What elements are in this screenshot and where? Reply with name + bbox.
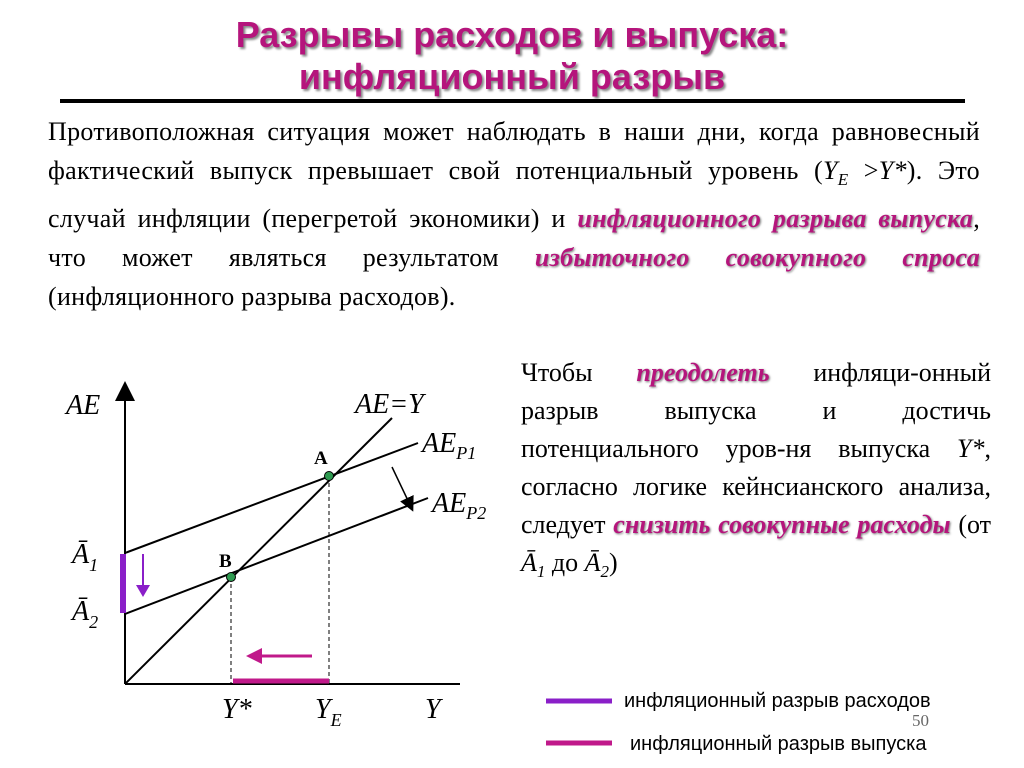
svg-text:YE (315, 694, 342, 730)
page-number: 50 (912, 711, 929, 730)
y-axis-label: Y (425, 694, 441, 725)
right-text-4: (от (950, 510, 991, 539)
right-text-2: инфляци-онный разрыв выпуска и достичь потенциального уров-ня выпуска (521, 358, 991, 463)
ye-label: Y (315, 694, 331, 725)
highlight-output-gap: инфляционного разрыва выпуска (577, 204, 974, 234)
svg-text:AEP2 (430, 488, 486, 523)
ae-equals-y-label: AE=Y (355, 389, 424, 420)
point-b-label: B (219, 551, 232, 572)
right-a1: Ā (521, 548, 537, 577)
para-text-2: ). Это случай инфляции (перегретой экономики) и (48, 156, 980, 234)
right-text-1: Чтобы (521, 358, 637, 387)
para-ystar: Y* (878, 156, 907, 185)
highlight-overcome: преодолеть (636, 358, 770, 387)
aep1-label: AE (422, 428, 457, 459)
right-a2: Ā (584, 548, 601, 577)
a2-label: Ā (72, 596, 90, 627)
down-arrow-head (136, 585, 150, 597)
svg-text:AEP1 (420, 428, 476, 463)
right-text-6: ) (609, 548, 618, 577)
left-arrow-head (246, 648, 262, 664)
right-text-3: , согласно логике кейнсианского анализа, следует (521, 434, 991, 539)
para-text-3: , что может являться результатом (48, 204, 980, 273)
highlight-excess-demand: избыточного совокупного спроса (534, 243, 980, 273)
aep1-sub: P1 (456, 443, 477, 463)
para-ye: Y (822, 156, 838, 185)
right-a2-sub: 2 (600, 562, 610, 582)
a1-sub: 1 (89, 555, 99, 575)
point-b (227, 573, 236, 582)
ae-equals-y-line (125, 418, 392, 684)
legend-expenditure-gap: инфляционный разрыв расходов (624, 690, 931, 712)
aep2-line (125, 498, 428, 614)
highlight-reduce-spending: снизить совокупные расходы (613, 510, 951, 539)
aep2-label: AE (432, 488, 467, 519)
right-text-5: до (545, 548, 585, 577)
ystar-label: Y* (222, 694, 252, 725)
title-line-2: инфляционный разрыв (298, 56, 726, 97)
title-line-1: Разрывы расходов и выпуска: (235, 14, 789, 55)
ye-sub: E (330, 710, 342, 730)
shift-arrow (392, 467, 412, 509)
a2-sub: 2 (89, 612, 99, 632)
para-ye-sub: E (837, 170, 849, 190)
ae-axis-label: AE (66, 390, 101, 421)
right-ystar: Y* (957, 434, 985, 463)
svg-text:Ā2 (70, 596, 98, 632)
right-a1-sub: 1 (536, 562, 546, 582)
aep1-line (125, 443, 418, 553)
point-a (325, 472, 334, 481)
svg-text:Ā1 (70, 539, 98, 575)
a1-label: Ā (72, 539, 90, 570)
point-a-label: A (314, 448, 328, 469)
para-gt: > (848, 156, 879, 185)
legend-output-gap: инфляционный разрыв выпуска (630, 733, 927, 755)
para-text-4: (инфляционного разрыва расходов). (48, 282, 456, 312)
para-text-1: Противоположная ситуация может наблюдать в наши дни, когда равновесный фактический выпуск превышает свой потенциальный уровень ( (48, 117, 980, 185)
aep2-sub: P2 (466, 503, 487, 523)
